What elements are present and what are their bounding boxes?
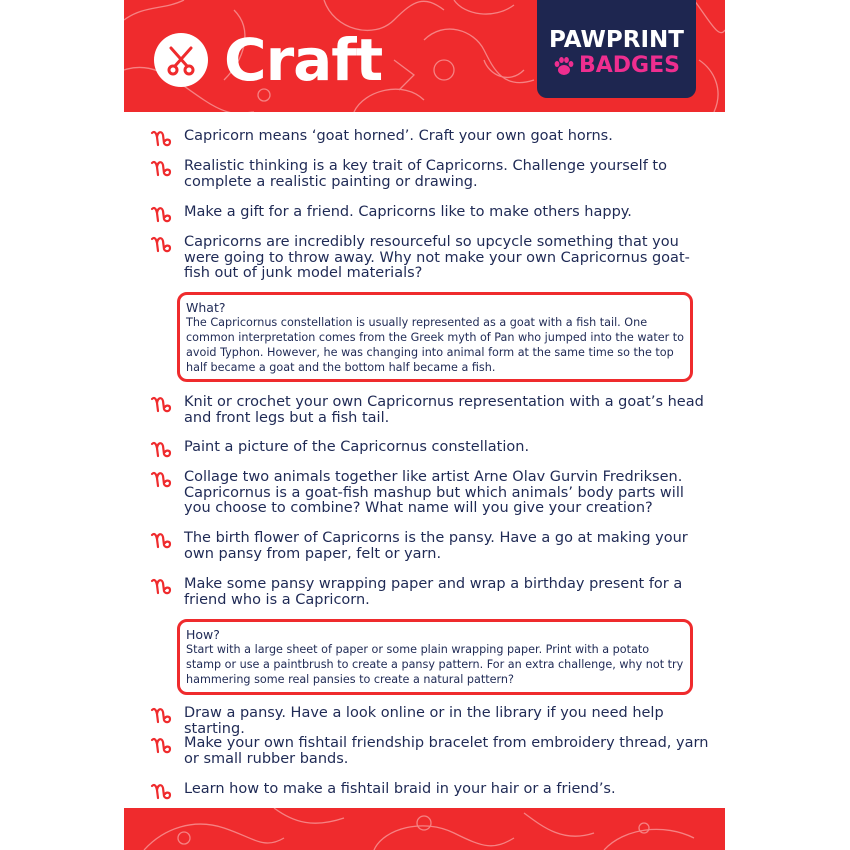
capricorn-symbol-icon	[150, 706, 174, 724]
header-banner	[124, 0, 725, 112]
capricorn-symbol-icon	[150, 159, 174, 177]
list-item-text: Realistic thinking is a key trait of Capricorns. Challenge yourself to complete a realistic painting or drawing.	[184, 158, 667, 190]
what-box-title: What?	[186, 300, 226, 315]
capricorn-symbol-icon	[150, 395, 174, 413]
what-info-box	[177, 292, 693, 382]
footer-banner	[124, 808, 725, 850]
list-item-text: Capricorns are incredibly resourceful so upcycle something that you were going to throw away. Why not make your own Capricornus goat-fish out of junk model materials?	[184, 234, 690, 281]
list-item-text: Make some pansy wrapping paper and wrap a birthday present for a friend who is a Capricorn.	[184, 576, 683, 608]
paw-icon	[553, 56, 575, 76]
list-item-text: Make your own fishtail friendship bracelet from embroidery thread, yarn or small rubber bands.	[184, 735, 709, 767]
capricorn-symbol-icon	[150, 736, 174, 754]
how-info-box	[177, 619, 693, 695]
page-title: Craft	[224, 26, 383, 94]
capricorn-symbol-icon	[150, 205, 174, 223]
section-icon	[154, 33, 208, 87]
capricorn-symbol-icon	[150, 440, 174, 458]
list-item-text: Make a gift for a friend. Capricorns like to make others happy.	[184, 204, 632, 220]
brand-logo	[537, 0, 696, 98]
list-item-text: Draw a pansy. Have a look online or in the library if you need help starting.	[184, 705, 664, 737]
how-box-body: Start with a large sheet of paper or some plain wrapping paper. Print with a potato stamp or use a paintbrush to create a pansy pattern. For an extra challenge, why not try hammering some real pansies to create a natural pattern?	[186, 643, 684, 686]
brand-subtitle: BADGES	[579, 53, 680, 78]
page	[124, 0, 725, 850]
capricorn-symbol-icon	[150, 470, 174, 488]
capricorn-symbol-icon	[150, 782, 174, 800]
capricorn-symbol-icon	[150, 531, 174, 549]
list-item-text: Collage two animals together like artist Arne Olav Gurvin Fredriksen. Capricornus is a goat-fish mashup but which animals’ body parts will you choose to combine? What name will you give your creation?	[184, 469, 684, 516]
how-box-title: How?	[186, 627, 220, 642]
list-item-text: Paint a picture of the Capricornus constellation.	[184, 439, 530, 455]
list-item-text: The birth flower of Capricorns is the pansy. Have a go at making your own pansy from paper, felt or yarn.	[184, 530, 688, 562]
capricorn-symbol-icon	[150, 235, 174, 253]
list-item-text: Capricorn means ‘goat horned’. Craft your own goat horns.	[184, 128, 613, 144]
list-item-text: Knit or crochet your own Capricornus representation with a goat’s head and front legs but a fish tail.	[184, 394, 704, 426]
capricorn-symbol-icon	[150, 577, 174, 595]
footer-decoration	[124, 808, 725, 850]
brand-name: PAWPRINT	[549, 27, 684, 53]
list-item-text: Learn how to make a fishtail braid in your hair or a friend’s.	[184, 781, 616, 797]
capricorn-symbol-icon	[150, 129, 174, 147]
what-box-body: The Capricornus constellation is usually represented as a goat with a fish tail. One common interpretation comes from the Greek myth of Pan who jumped into the water to avoid Typhon. However, he was changing into animal form at the same time so the top half became a goat and the bottom half became a fish.	[186, 316, 684, 374]
scissors-icon	[164, 43, 198, 77]
